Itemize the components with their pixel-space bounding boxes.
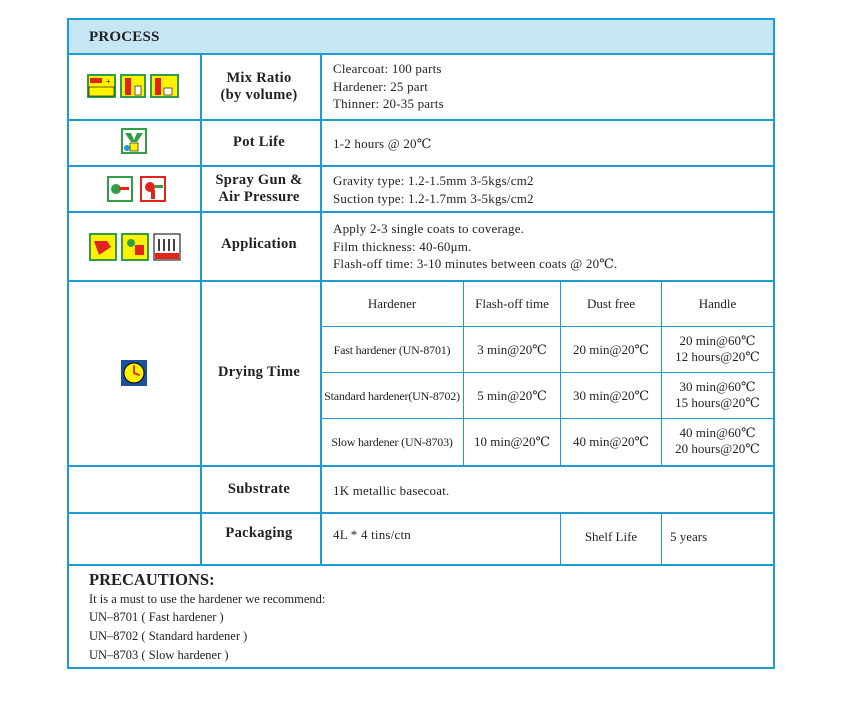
spray-gun-value: Suction type: 1.2-1.7mm 3-5kgs/cm2: [333, 190, 534, 206]
spray-gun-values: [333, 172, 534, 207]
application-icon: [89, 233, 183, 261]
divider: [69, 119, 773, 121]
application-label: Application: [221, 236, 297, 252]
application-value: Flash-off time: 3-10 minutes between coats @ 20℃.: [333, 256, 618, 271]
divider: [69, 512, 773, 514]
divider: [69, 280, 773, 282]
divider: [661, 513, 662, 564]
drying-time-label: Drying Time: [217, 364, 301, 380]
spray-gun-value: Gravity type: 1.2-1.5mm 3-5kgs/cm2: [333, 173, 534, 188]
table-cell: 20 min@20℃: [573, 342, 649, 357]
mix-ratio-label: Mix Ratio (by volume): [220, 70, 298, 103]
table-cell: 30 min@60℃ 15 hours@20℃: [675, 379, 760, 410]
precautions-title: PRECAUTIONS:: [89, 570, 215, 589]
precaution-line: It is a must to use the hardener we recommend:: [89, 592, 326, 606]
column-header: Hardener: [367, 296, 417, 311]
precaution-line: UN–8703 ( Slow hardener ): [89, 648, 229, 662]
table-cell: Standard hardener(UN-8702): [324, 389, 460, 403]
divider: [69, 564, 773, 566]
divider: [321, 326, 773, 327]
column-header: Handle: [698, 296, 737, 311]
column-header: Flash-off time: [475, 296, 549, 311]
mix-ratio-value: Clearcoat: 100 parts: [333, 61, 442, 76]
spray-gun-label: Spray Gun & Air Pressure: [215, 172, 303, 205]
mix-ratio-value: Thinner: 20-35 parts: [333, 96, 444, 111]
mix-ratio-icon: [87, 74, 183, 98]
substrate-value: 1K metallic basecoat.: [333, 483, 450, 498]
divider: [69, 211, 773, 213]
packaging-label: Packaging: [225, 525, 293, 541]
precaution-line: UN–8702 ( Standard hardener ): [89, 629, 248, 643]
process-header: [69, 20, 773, 55]
divider: [69, 465, 773, 467]
table-cell: 40 min@60℃ 20 hours@20℃: [675, 425, 760, 456]
table-cell: 5 min@20℃: [477, 388, 547, 403]
substrate-label: Substrate: [227, 481, 291, 497]
process-sheet: [67, 18, 775, 669]
mix-ratio-value: Hardener: 25 part: [333, 78, 429, 94]
column-header: Dust free: [586, 296, 635, 311]
pot-life-label: Pot Life: [233, 134, 285, 150]
application-values: [333, 220, 617, 273]
spray-gun-icon: [107, 176, 167, 202]
table-cell: Slow hardener (UN-8703): [331, 435, 453, 449]
divider: [69, 165, 773, 167]
pot-life-value: 1-2 hours @ 20℃: [333, 136, 432, 151]
precaution-line: UN–8701 ( Fast hardener ): [89, 610, 224, 624]
application-value: Apply 2-3 single coats to coverage.: [333, 221, 525, 236]
table-cell: 20 min@60℃ 12 hours@20℃: [675, 333, 760, 364]
shelf-life-label: Shelf Life: [584, 529, 638, 544]
table-cell: 10 min@20℃: [474, 434, 550, 449]
packaging-value: 4L * 4 tins/ctn: [333, 527, 411, 542]
clock-icon: [120, 359, 148, 387]
table-cell: Fast hardener (UN-8701): [333, 343, 451, 357]
table-cell: 30 min@20℃: [573, 388, 649, 403]
application-value: Film thickness: 40-60μm.: [333, 238, 472, 254]
table-cell: 3 min@20℃: [477, 342, 547, 357]
svg-text:+: +: [106, 77, 111, 86]
divider: [321, 372, 773, 373]
pot-life-icon: [121, 128, 147, 154]
process-title: PROCESS: [89, 29, 160, 45]
table-cell: 40 min@20℃: [573, 434, 649, 449]
mix-ratio-values: [333, 60, 444, 113]
divider: [321, 418, 773, 419]
shelf-life-value: 5 years: [670, 529, 708, 544]
